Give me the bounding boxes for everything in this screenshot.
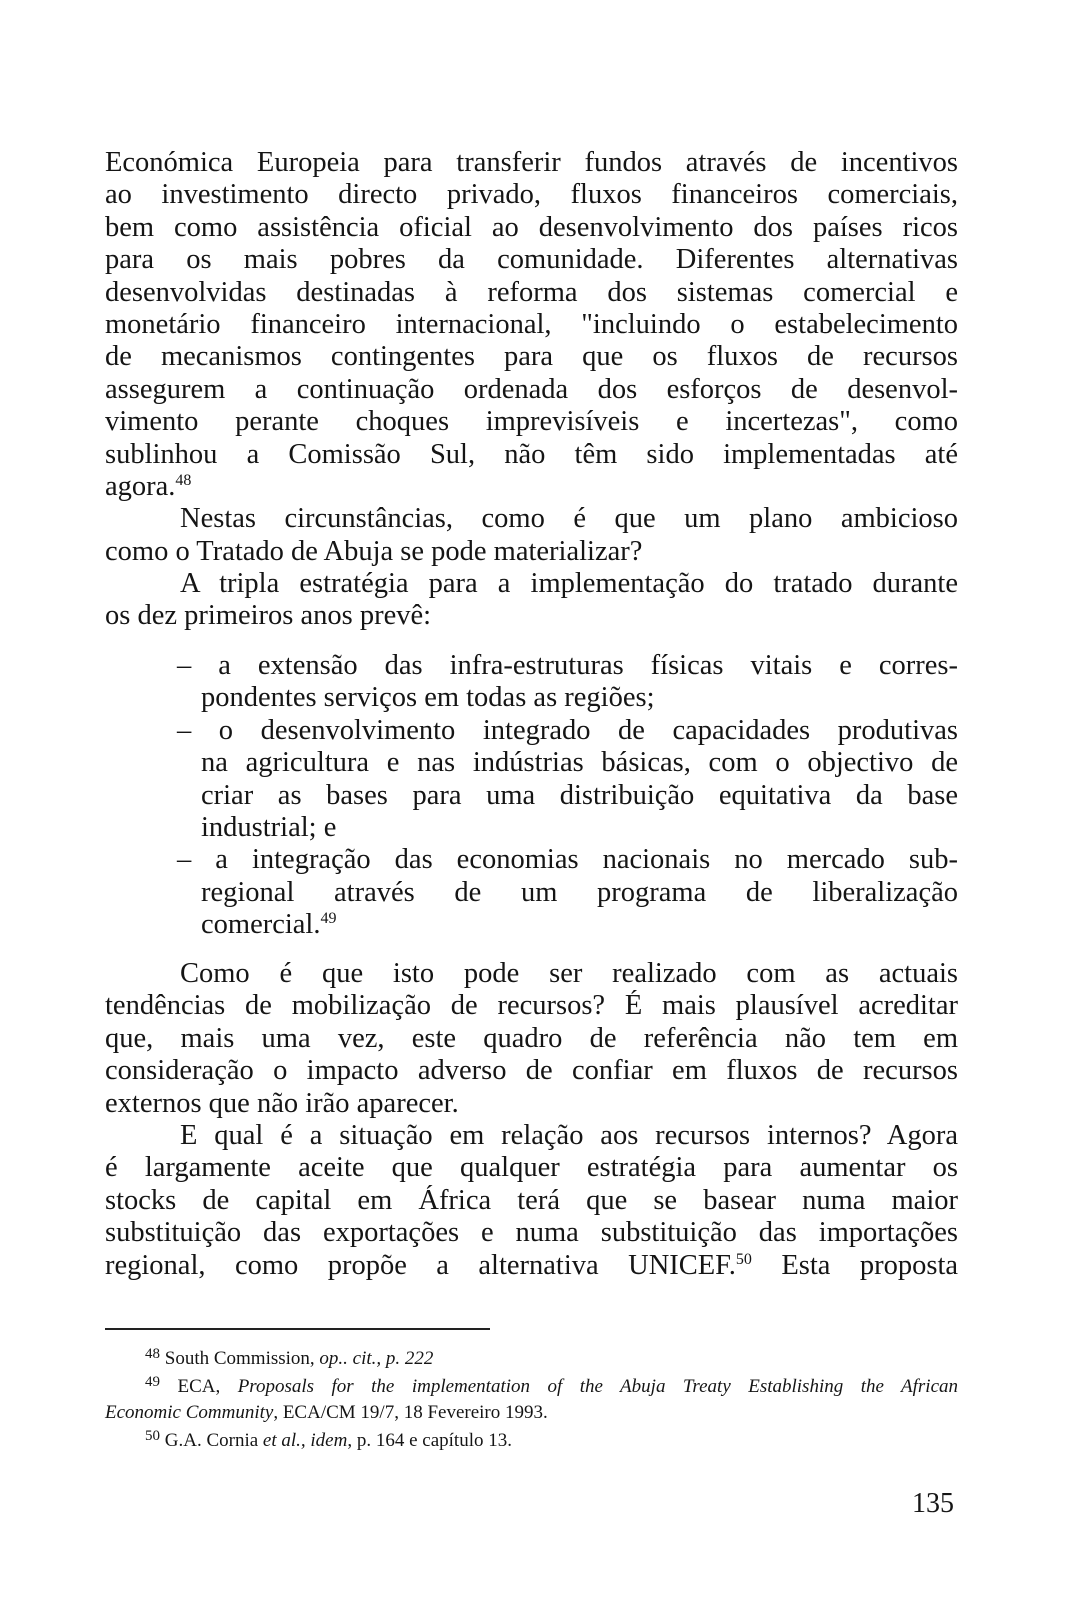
text-line	[105, 747, 958, 779]
line-text: agora.	[105, 470, 176, 502]
line-text: – a integração das economias nacionais no mercado sub-	[177, 844, 958, 876]
line-text: externos que não irão aparecer.	[105, 1087, 459, 1119]
text-line	[105, 958, 958, 990]
footnote-text: G.A. Cornia	[164, 1430, 263, 1451]
footnote-number: 48	[145, 1346, 160, 1362]
text-line	[105, 439, 958, 471]
footnote-divider	[105, 1328, 490, 1330]
text-line	[105, 341, 958, 373]
line-text: Económica Europeia para transferir fundos através de incentivos	[105, 147, 958, 178]
text-line	[105, 682, 958, 714]
line-text: na agricultura e nas indústrias básicas, com o objectivo de	[201, 747, 958, 779]
line-text: regional, como propõe a alternativa UNICEF.	[105, 1249, 736, 1281]
line-text: desenvolvidas destinadas à reforma dos sistemas comercial e	[105, 276, 958, 308]
line-text: Como é que isto pode ser realizado com as actuais	[180, 958, 958, 989]
text-line	[105, 536, 958, 568]
footnote-49	[105, 1374, 958, 1426]
line-text: regional através de um programa de liberalização	[201, 876, 958, 908]
footnote-ref: 49	[320, 910, 337, 928]
body-text-top	[105, 147, 958, 633]
line-text: – o desenvolvimento integrado de capacidades produtivas	[177, 714, 958, 746]
text-line	[105, 877, 958, 909]
text-line	[105, 909, 958, 941]
body-text-bottom	[105, 958, 958, 1282]
footnote-citation: op.. cit., p. 222	[319, 1348, 434, 1369]
line-text: A tripla estratégia para a implementação do tratado durante	[180, 568, 958, 600]
text-line	[105, 503, 958, 535]
line-text: para os mais pobres da comunidade. Diferentes alternativas	[105, 244, 958, 276]
text-line	[105, 715, 958, 747]
line-text-tail: Esta proposta	[751, 1249, 958, 1281]
footnote-number: 50	[145, 1428, 160, 1444]
line-text: bem como assistência oficial ao desenvolvimento dos países ricos	[105, 211, 958, 243]
text-line	[105, 244, 958, 276]
line-text: ao investimento directo privado, fluxos financeiros comerciais,	[105, 179, 958, 211]
text-line	[105, 1250, 958, 1282]
text-line	[105, 374, 958, 406]
line-text: monetário financeiro internacional, "incluindo o estabelecimento	[105, 308, 958, 340]
text-line	[105, 990, 958, 1022]
text-line	[105, 277, 958, 309]
text-line	[105, 1055, 958, 1087]
line-text: vimento perante choques imprevisíveis e incertezas", como	[105, 406, 958, 438]
text-line	[105, 780, 958, 812]
text-line	[105, 600, 958, 632]
text-line	[105, 147, 958, 179]
footnote-50	[105, 1428, 998, 1454]
text-line	[105, 179, 958, 211]
line-text: os dez primeiros anos prevê:	[105, 600, 432, 632]
line-text: tendências de mobilização de recursos? É mais plausível acreditar	[105, 990, 958, 1022]
text-line	[105, 471, 958, 503]
footnote-text-rest: , p. 164 e capítulo 13.	[347, 1430, 512, 1451]
line-text: de mecanismos contingentes para que os fluxos de recursos	[105, 341, 958, 373]
footnote-48	[105, 1346, 998, 1372]
page-number: 135	[912, 1488, 954, 1519]
line-text: sublinhou a Comissão Sul, não têm sido implementadas até	[105, 438, 958, 470]
line-text: assegurem a continuação ordenada dos esforços de desenvol-	[105, 373, 958, 405]
line-text: substituição das exportações e numa substituição das importações	[105, 1217, 958, 1249]
text-line	[105, 1185, 958, 1217]
line-text: pondentes serviços em todas as regiões;	[201, 682, 655, 714]
footnote-text-rest: , ECA/CM 19/7, 18 Fevereiro 1993.	[273, 1402, 548, 1423]
footnote-text: South Commission,	[164, 1348, 320, 1369]
text-line	[105, 1217, 958, 1249]
line-text: consideração o impacto adverso de confiar em fluxos de recursos	[105, 1055, 958, 1087]
line-text: – a extensão das infra-estruturas físicas vitais e corres-	[177, 650, 958, 681]
line-text: é largamente aceite que qualquer estratégia para aumentar os	[105, 1152, 958, 1184]
footnote-text: ECA,	[177, 1376, 238, 1397]
footnote-number: 49	[145, 1374, 160, 1390]
footnote-citation: Proposals for the implementation of the Abuja Treaty Establishing the African	[237, 1376, 959, 1397]
line-text: que, mais uma vez, este quadro de referência não tem em	[105, 1022, 958, 1054]
text-line	[105, 212, 958, 244]
text-line	[105, 844, 958, 876]
text-line	[105, 1152, 958, 1184]
text-line	[105, 1120, 958, 1152]
footnote-citation-cont: Economic Community	[105, 1402, 274, 1423]
line-text: criar as bases para uma distribuição equitativa da base	[201, 779, 958, 811]
line-text: E qual é a situação em relação aos recursos internos? Agora	[180, 1119, 958, 1151]
footnote-ref: 50	[735, 1250, 752, 1268]
line-text: comercial.	[201, 909, 321, 941]
text-line	[105, 1023, 958, 1055]
text-line	[105, 406, 958, 438]
line-text: como o Tratado de Abuja se pode materializar?	[105, 535, 643, 567]
text-line	[105, 812, 958, 844]
footnote-ref: 48	[175, 471, 192, 489]
strategy-list	[105, 650, 958, 942]
text-line	[105, 309, 958, 341]
text-line	[105, 650, 958, 682]
text-line	[105, 1088, 958, 1120]
line-text: stocks de capital em África terá que se basear numa maior	[105, 1184, 958, 1216]
footnote-citation: et al., idem	[262, 1430, 348, 1451]
text-line	[105, 568, 958, 600]
line-text: industrial; e	[201, 811, 337, 843]
line-text: Nestas circunstâncias, como é que um plano ambicioso	[180, 503, 958, 535]
